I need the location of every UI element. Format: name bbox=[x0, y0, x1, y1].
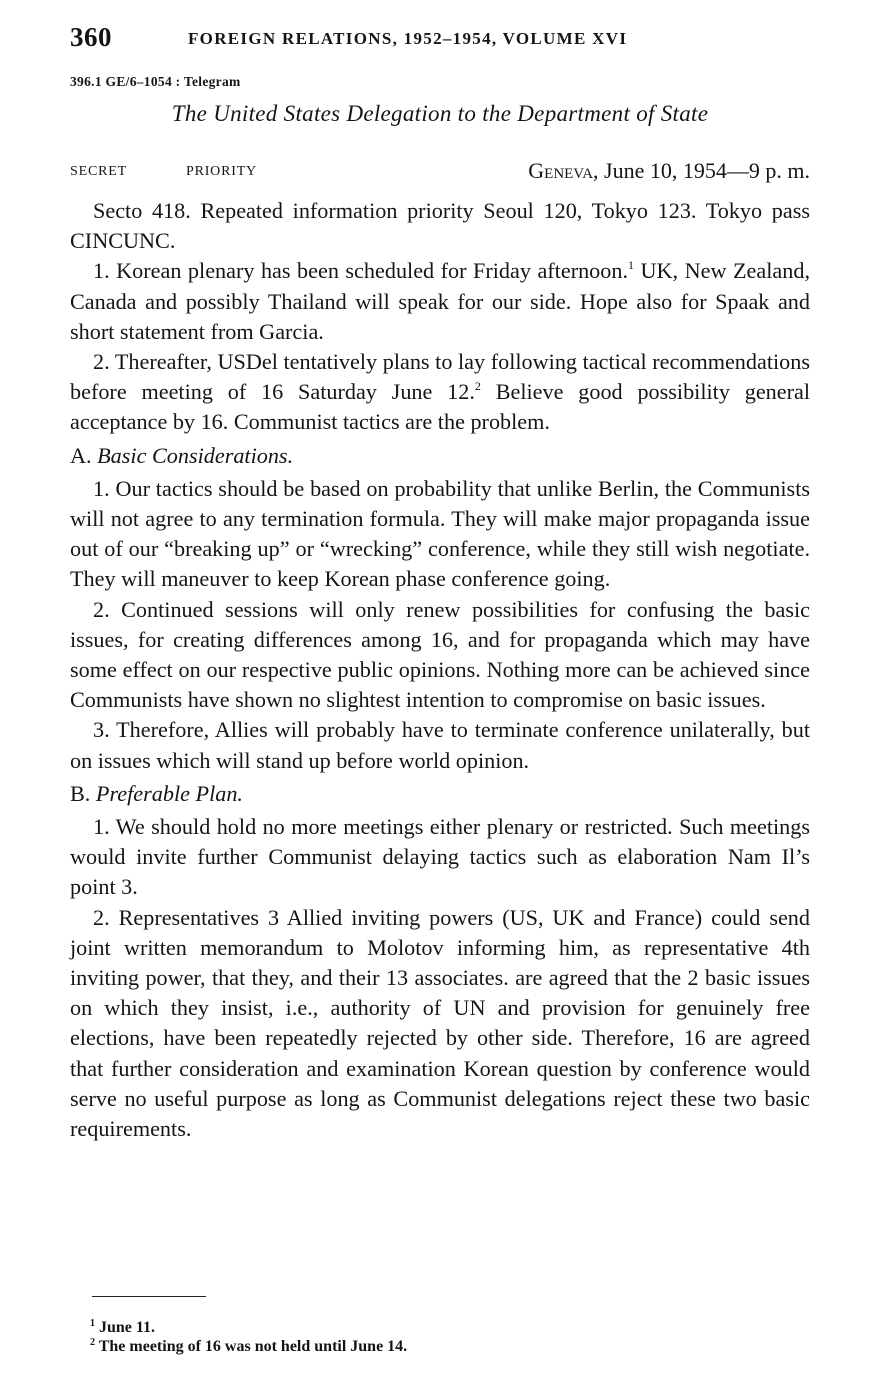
page-number: 360 bbox=[70, 22, 112, 52]
footnote-1-mark: 1 bbox=[90, 1318, 95, 1329]
section-b-title: Preferable Plan. bbox=[95, 780, 243, 806]
footnote-2-text: The meeting of 16 was not held until June 14. bbox=[95, 1338, 408, 1355]
footnotes bbox=[90, 1318, 810, 1356]
footnote-ref-1: 1 bbox=[628, 258, 635, 273]
paragraph-2-text: 2. Thereafter, USDel tentatively plans to lay following tactical recommendations before meeting of 16 Saturday June 12. bbox=[70, 349, 810, 405]
section-a-item-1: 1. Our tactics should be based on probability that unlike Berlin, the Communists will not agree to any termination formula. They will make major propaganda issue out of our “breaking up” or “wrecking” conference, while they still wish negotiate. They will maneuver to keep Korean phase conference going. bbox=[70, 475, 810, 592]
section-a-item-3: 3. Therefore, Allies will probably have to terminate conference unilaterally, but on issues which will stand up before world opinion. bbox=[70, 717, 810, 773]
footnote-divider bbox=[92, 1296, 206, 1297]
footnote-2-mark: 2 bbox=[90, 1337, 95, 1348]
classification-label: SECRET bbox=[70, 164, 127, 179]
paragraph-2-rest: Believe good possibility general acceptance by 16. Communist tactics are the problem. bbox=[70, 379, 811, 435]
section-b-item-2: 2. Representatives 3 Allied inviting powers (US, UK and France) could send joint written memorandum to Molotov informing him, as representative 4th inviting power, that they, and their 13 associates. are agreed that the 2 basic issues on which they insist, i.e., authority of UN and provision for genuinely free elections, have been repeatedly rejected by other side. Therefore, 16 are agreed that further consideration and examination Korean question by conference would serve no useful purpose as long as Communist delegations reject these two basic requirements. bbox=[70, 904, 810, 1142]
section-b-label: B. bbox=[70, 780, 96, 806]
series-title: FOREIGN RELATIONS, 1952–1954, VOLUME XVI bbox=[188, 29, 628, 48]
section-b-item-1: 1. We should hold no more meetings either plenary or restricted. Such meetings would invite further Communist delaying tactics such as elaboration Nam Il’s point 3. bbox=[70, 814, 810, 900]
section-a-heading bbox=[70, 441, 810, 471]
paragraph-1-rest: UK, New Zealand, Canada and possibly Thailand will speak for our side. Hope also for Spaak and short statement from Garcia. bbox=[70, 258, 810, 344]
section-a-item-2: 2. Continued sessions will only renew possibilities for confusing the basic issues, for creating differences among 16, and for propaganda which may have some effect on our respective public opinions. Nothing more can be achieved since Communists have shown no slightest intention to compromise on basic issues. bbox=[70, 596, 810, 713]
intro-paragraph: Secto 418. Repeated information priority Seoul 120, Tokyo 123. Tokyo pass CINCUNC. bbox=[70, 198, 810, 254]
footnote-1-text: June 11. bbox=[95, 1319, 156, 1336]
paragraph-2 bbox=[70, 347, 810, 438]
section-a-label: A. bbox=[70, 442, 98, 468]
precedence-label: PRIORITY bbox=[186, 164, 257, 179]
footnote-ref-2: 2 bbox=[474, 379, 481, 394]
file-reference: 396.1 GE/6–1054 : Telegram bbox=[70, 74, 241, 89]
section-a-title: Basic Considerations. bbox=[97, 442, 294, 468]
dateline-place: Geneva, bbox=[528, 158, 599, 183]
footnote-2 bbox=[90, 1337, 810, 1356]
section-b-heading bbox=[70, 779, 810, 809]
paragraph-1-text: 1. Korean plenary has been scheduled for Friday afternoon. bbox=[93, 258, 629, 284]
telegram-meta-line bbox=[70, 158, 810, 186]
footnote-1 bbox=[90, 1318, 810, 1337]
dateline-date: June 10, 1954—9 p. m. bbox=[598, 158, 810, 183]
dateline bbox=[528, 158, 810, 184]
running-head bbox=[70, 22, 810, 58]
document-heading: The United States Delegation to the Department of State bbox=[171, 101, 709, 126]
telegram-body bbox=[70, 196, 810, 1144]
paragraph-1 bbox=[70, 256, 810, 347]
